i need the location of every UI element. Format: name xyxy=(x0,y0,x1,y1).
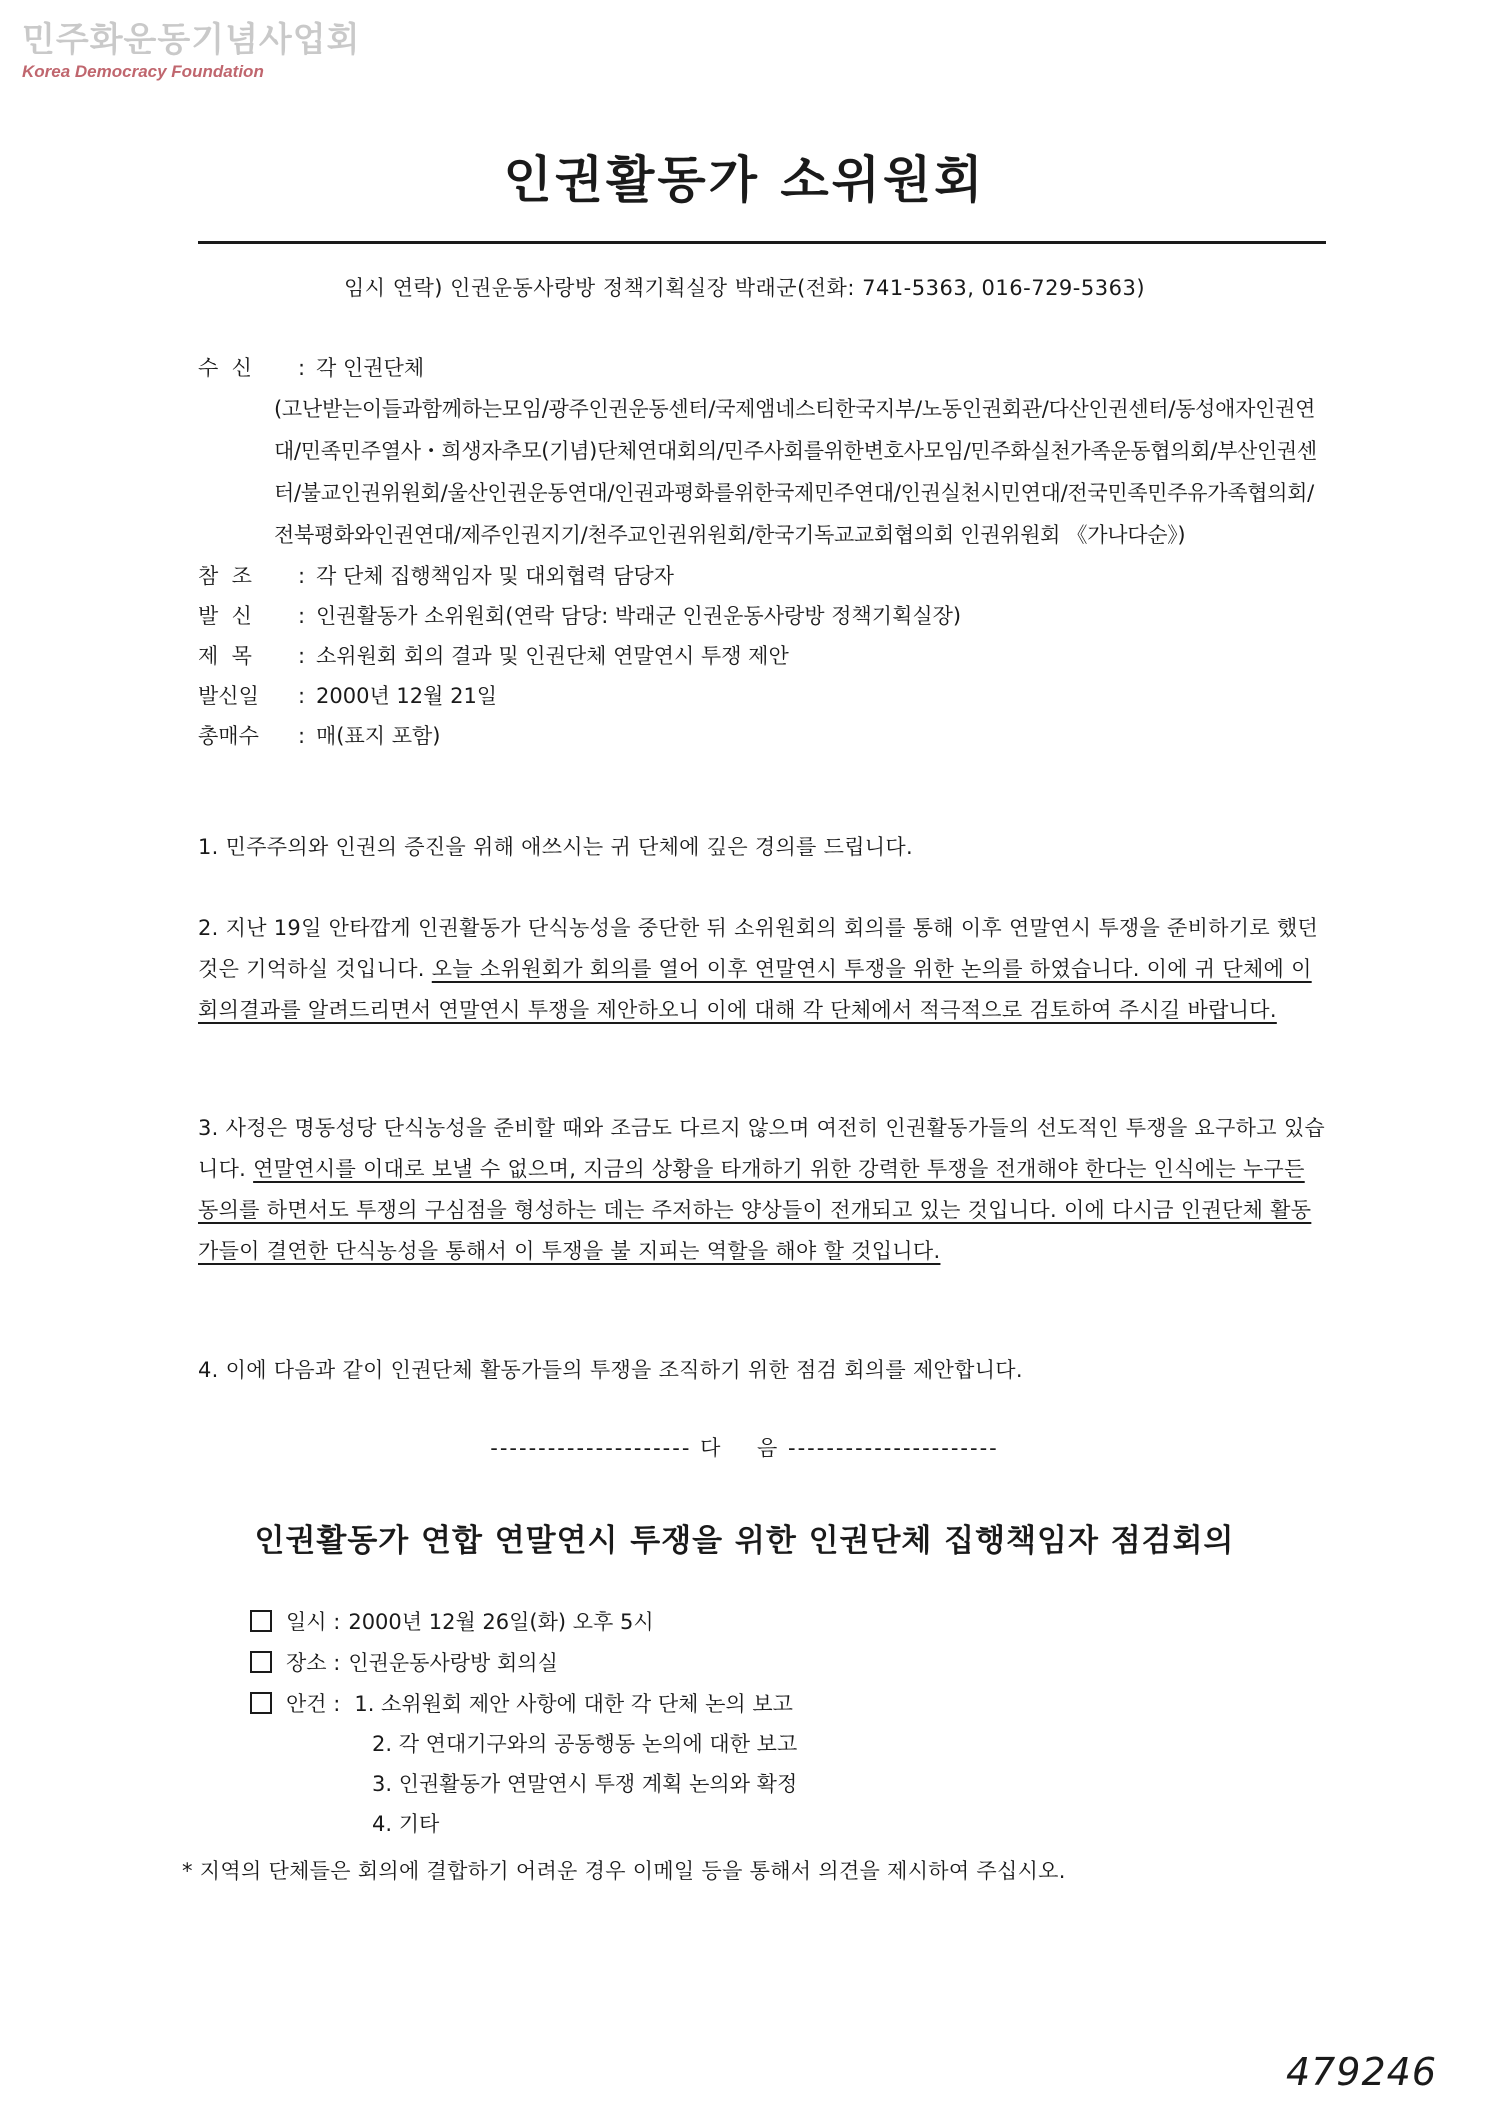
temporary-contact: 임시 연락) 인권운동사랑방 정책기획실장 박래군(전화: 741-5363, 016-729-5363) xyxy=(343,276,1146,300)
pages-label: 총매수 xyxy=(198,724,259,748)
colon: : xyxy=(298,564,306,588)
place-label: 장소 : xyxy=(286,1650,341,1675)
subject-value: 소위원회 회의 결과 및 인권단체 연말연시 투쟁 제안 xyxy=(316,644,789,668)
paragraph-3-text: 3. 사정은 명동성당 단식농성을 준비할 때와 조금도 다르지 않으며 여전히 인권활동가들의 선도적인 투쟁을 요구하고 있습니다. xyxy=(198,1116,1325,1181)
checkbox-icon xyxy=(250,1692,272,1714)
recipient-row xyxy=(198,348,1328,388)
paragraph-1: 1. 민주주의와 인권의 증진을 위해 애쓰시는 귀 단체에 깊은 경의를 드립니다. xyxy=(198,835,913,859)
sender-label: 발 신 xyxy=(198,604,252,628)
agenda-item: 1. 소위원회 제안 사항에 대한 각 단체 논의 보고 xyxy=(354,1691,793,1716)
reference-label: 참 조 xyxy=(198,564,252,588)
subject-label: 제 목 xyxy=(198,644,252,668)
checkbox-icon xyxy=(250,1610,272,1632)
paragraph-4: 4. 이에 다음과 같이 인권단체 활동가들의 투쟁을 조직하기 위한 점검 회의를 제안합니다. xyxy=(198,1358,1023,1382)
pages-row xyxy=(198,716,1328,756)
date-value: 2000년 12월 21일 xyxy=(316,684,498,708)
paragraph-2-underlined: 오늘 소위원회가 회의를 열어 이후 연말연시 투쟁을 위한 논의를 하였습니다. 이에 귀 단체에 이 회의결과를 알려드리면서 연말연시 투쟁을 제안하오니 이에 대해 각 단체에서 적극적으로 검토하여 주시길 바랍니다. xyxy=(198,957,1312,1022)
footnote: * 지역의 단체들은 회의에 결합하기 어려운 경우 이메일 등을 통해서 의견을 제시하여 주십시오. xyxy=(182,1859,1066,1883)
meeting-agenda xyxy=(250,1682,1250,1723)
date-row xyxy=(198,676,1328,716)
header-fields xyxy=(198,348,1328,756)
meeting-details xyxy=(250,1600,1250,1843)
colon: : xyxy=(298,604,306,628)
recipient-value: 각 인권단체 xyxy=(316,356,425,380)
colon: : xyxy=(298,724,306,748)
paragraph-2 xyxy=(198,908,1328,1031)
date-label: 발신일 xyxy=(198,684,259,708)
agenda-item: 3. 인권활동가 연말연시 투쟁 계획 논의와 확정 xyxy=(372,1772,798,1796)
handwritten-document-number: 479246 xyxy=(1285,2050,1437,2094)
place-value: 인권운동사랑방 회의실 xyxy=(348,1650,558,1675)
foundation-watermark xyxy=(22,20,360,82)
document-title: 인권활동가 소위원회 xyxy=(503,150,986,209)
colon: : xyxy=(298,684,306,708)
reference-value: 각 단체 집행책임자 및 대외협력 담당자 xyxy=(316,564,674,588)
agenda-label: 안건 : xyxy=(286,1691,341,1716)
datetime-value: 2000년 12월 26일(화) 오후 5시 xyxy=(348,1609,654,1634)
watermark-korean: 민주화운동기념사업회 xyxy=(22,20,361,60)
watermark-english: Korea Democracy Foundation xyxy=(22,62,264,81)
sender-row xyxy=(198,596,1328,636)
paragraph-2-text: 2. 지난 19일 안타깝게 인권활동가 단식농성을 중단한 뒤 소위원회의 회의를 통해 이후 연말연시 투쟁을 준비하기로 했던 것은 기억하실 것입니다. xyxy=(198,916,1319,981)
paragraph-3 xyxy=(198,1108,1328,1272)
meeting-title: 인권활동가 연합 연말연시 투쟁을 위한 인권단체 집행책임자 점검회의 xyxy=(254,1523,1235,1559)
pages-value: 매(표지 포함) xyxy=(316,724,441,748)
subject-row xyxy=(198,636,1328,676)
reference-row xyxy=(198,556,1328,596)
datetime-label: 일시 : xyxy=(286,1609,341,1634)
colon: : xyxy=(298,644,306,668)
agenda-item: 2. 각 연대기구와의 공동행동 논의에 대한 보고 xyxy=(372,1732,798,1756)
paragraph-3-underlined: 연말연시를 이대로 보낼 수 없으며, 지금의 상황을 타개하기 위한 강력한 투쟁을 전개해야 한다는 인식에는 누구든 동의를 하면서도 투쟁의 구심점을 형성하는 데는 주저하는 양상들이 전개되고 있는 것입니다. 이에 다시금 인권단체 활동가들이 결연한 단식농성을 통해서 이 투쟁을 불 지피는 역할을 해야 할 것입니다. xyxy=(198,1157,1312,1263)
agenda-item: 4. 기타 xyxy=(372,1812,440,1836)
checkbox-icon xyxy=(250,1651,272,1673)
recipient-label: 수 신 xyxy=(198,356,252,380)
colon: : xyxy=(298,356,306,380)
meeting-place xyxy=(250,1641,1250,1682)
title-divider xyxy=(198,241,1326,244)
sender-value: 인권활동가 소위원회(연락 담당: 박래군 인권운동사랑방 정책기획실장) xyxy=(316,604,962,628)
meeting-datetime xyxy=(250,1600,1250,1641)
separator-next: --------------------- 다 음 ---------------------- xyxy=(490,1436,999,1460)
recipients-list: (고난받는이들과함께하는모임/광주인권운동센터/국제앰네스티한국지부/노동인권회관/다산인권센터/동성애자인권연대/민족민주열사・희생자추모(기념)단체연대회의/민주사회를위한변호사모임/민주화실천가족운동협의회/부산인권센터/불교인권위원회/울산인권운동연대/인권과평화를위한국제민주연대/인권실천시민연대/전국민족민주유가족협의회/전북평화와인권연대/제주인권지기/천주교인권위원회/한국기독교교회협의회 인권위원회 《가나다순》) xyxy=(274,397,1317,547)
